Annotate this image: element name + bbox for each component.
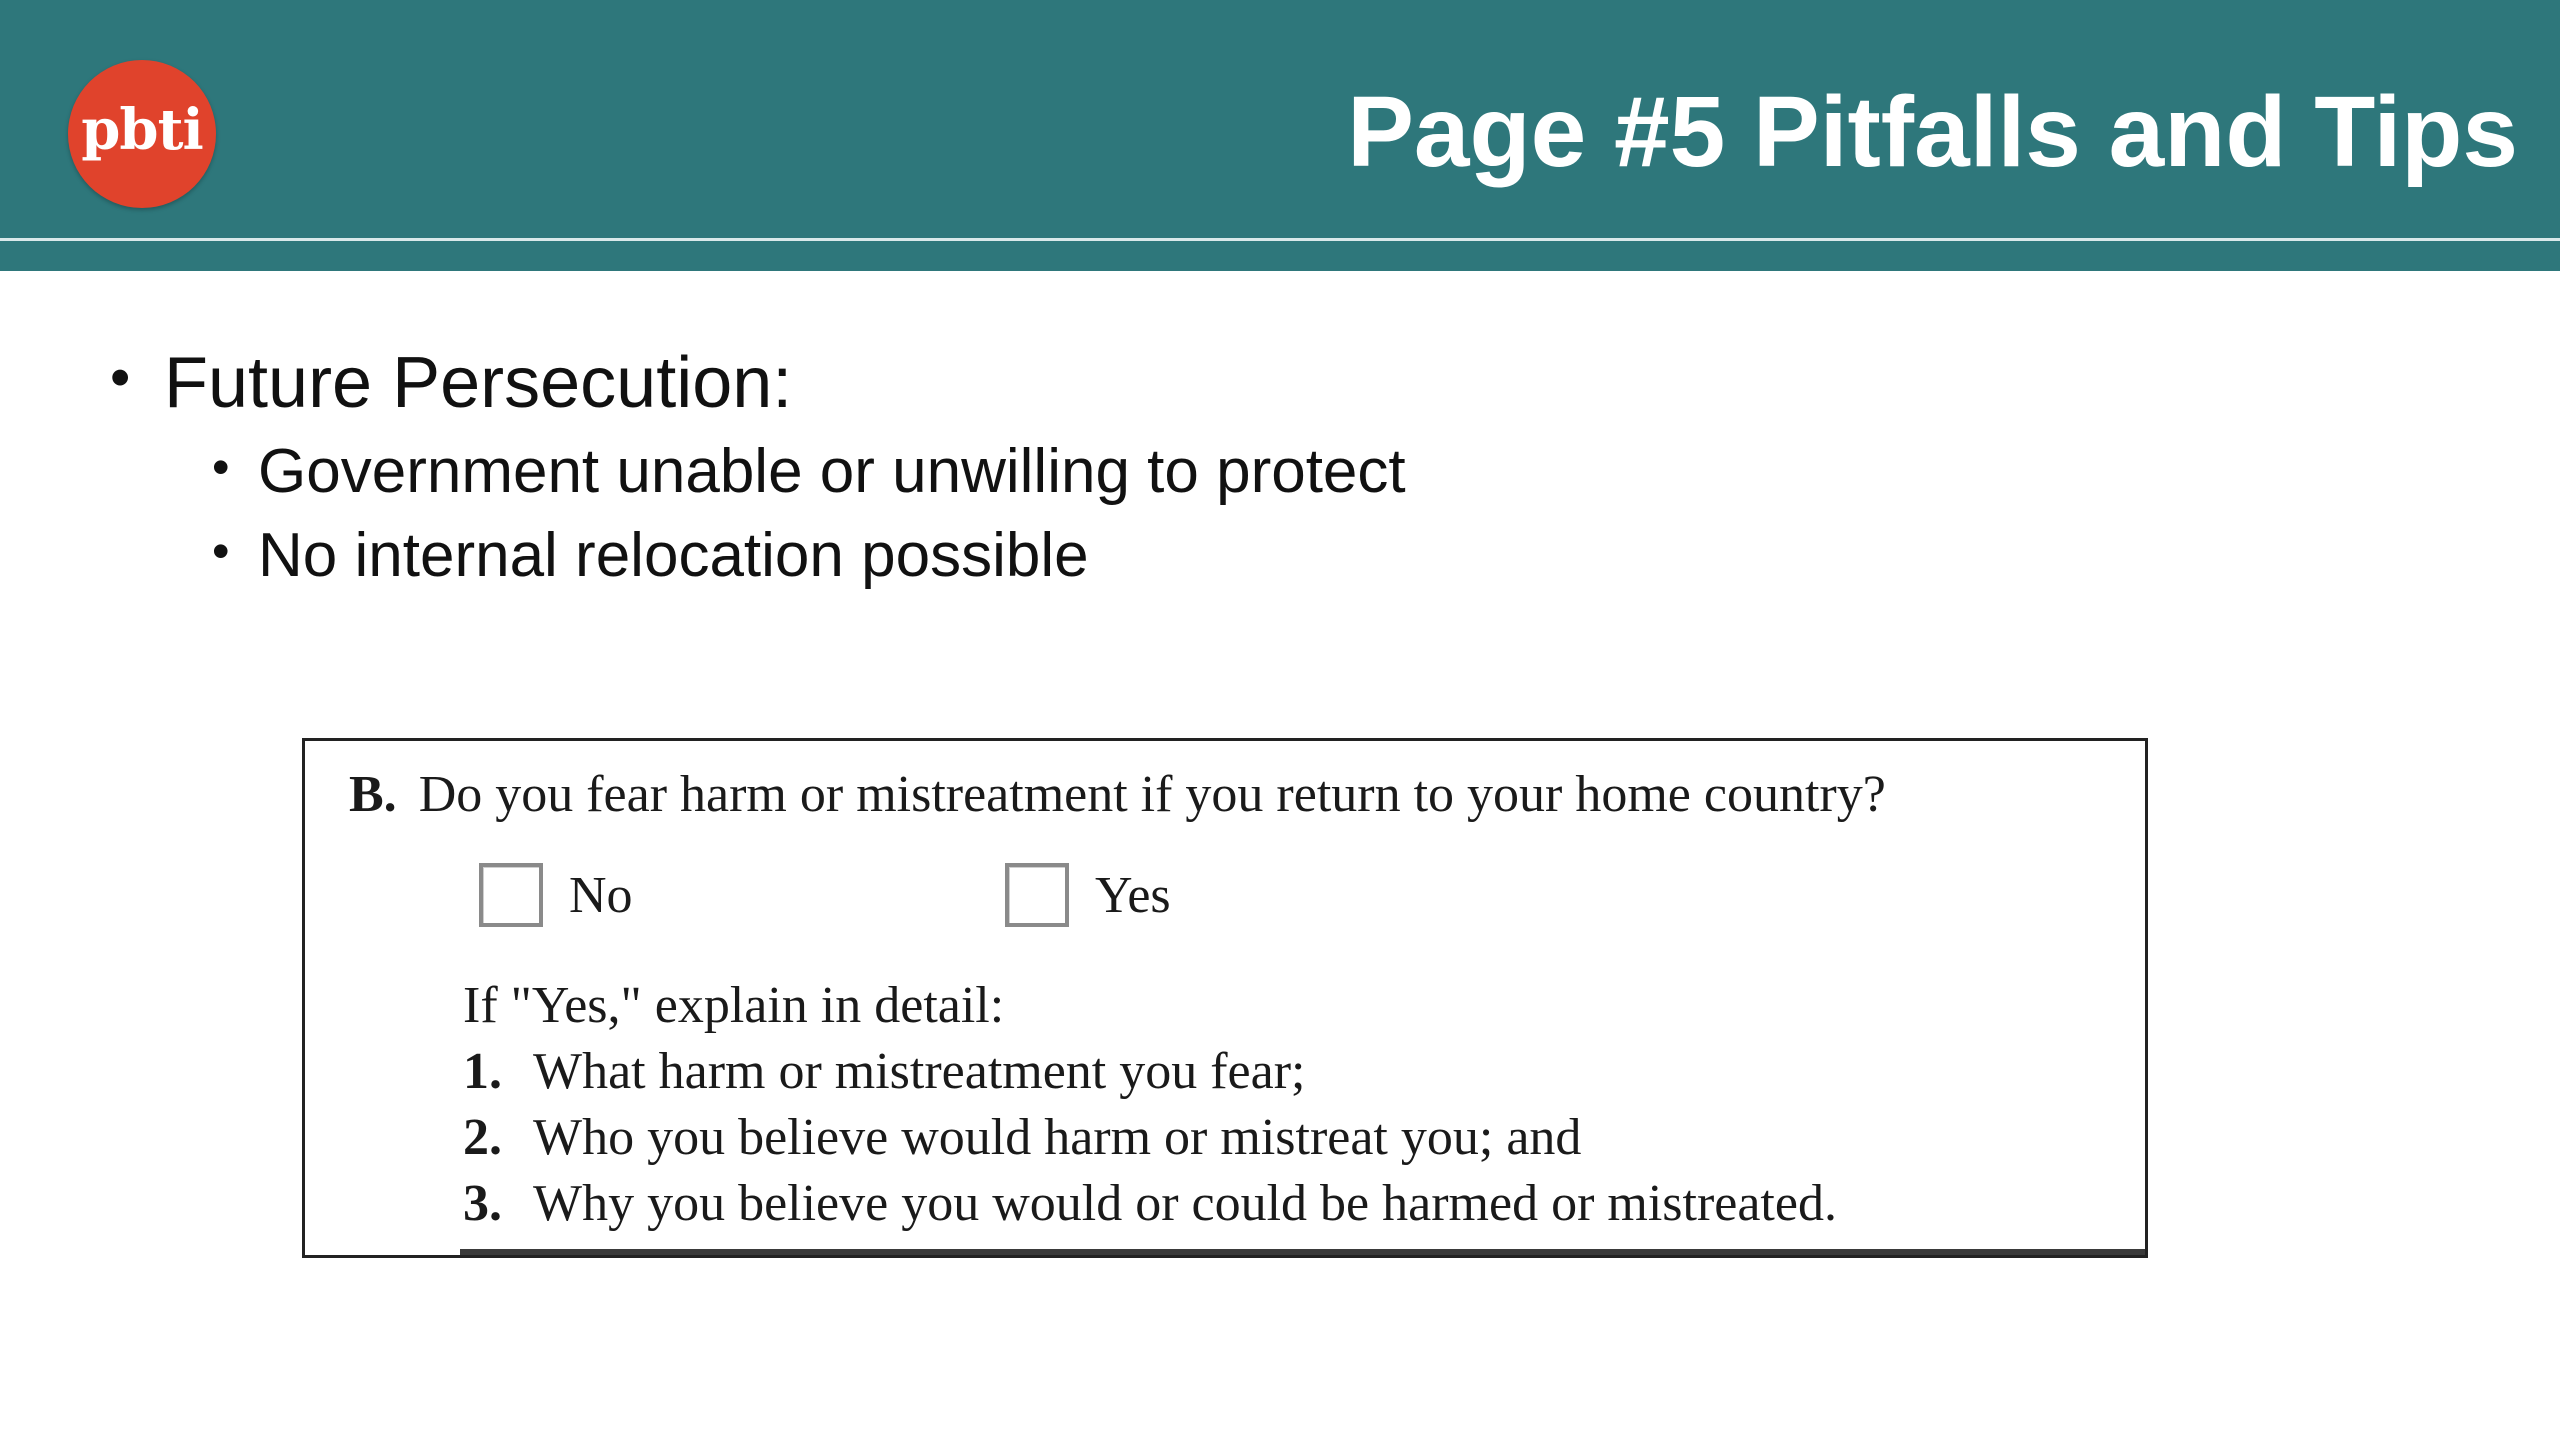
question-text: Do you fear harm or mistreatment if you return to your home country? xyxy=(418,766,1886,823)
explain-intro: If "Yes," explain in detail: xyxy=(463,977,1005,1034)
pbti-logo xyxy=(68,60,216,208)
form-question xyxy=(349,765,1886,824)
bullet-list xyxy=(110,338,1406,598)
explain-item xyxy=(463,1105,1837,1171)
bullet-main-text: Future Persecution: xyxy=(164,343,793,423)
explain-item xyxy=(463,1171,1837,1237)
form-excerpt xyxy=(302,738,2148,1258)
bullet-main xyxy=(110,338,1406,428)
sub-bullet-text: No internal relocation possible xyxy=(258,521,1089,590)
sub-bullet-list xyxy=(110,430,1406,598)
slide-title: Page #5 Pitfalls and Tips xyxy=(1347,76,2518,188)
sub-bullet xyxy=(212,430,1406,514)
item-number: 3. xyxy=(463,1175,502,1232)
no-checkbox[interactable] xyxy=(479,863,543,927)
sub-bullet xyxy=(212,514,1406,598)
explain-item xyxy=(463,1039,1837,1105)
bullet-dot: • xyxy=(110,345,131,410)
header-bottom-band xyxy=(0,241,2560,271)
bullet-dot: • xyxy=(212,439,230,495)
form-bottom-rule xyxy=(460,1249,2145,1255)
option-no xyxy=(479,863,633,927)
logo-text: pbti xyxy=(81,97,203,163)
explain-block xyxy=(463,973,1837,1237)
question-letter: B. xyxy=(349,766,397,823)
item-number: 2. xyxy=(463,1109,502,1166)
item-text: Who you believe would harm or mistreat you; and xyxy=(533,1109,1582,1166)
item-text: What harm or mistreatment you fear; xyxy=(533,1043,1306,1100)
yes-label: Yes xyxy=(1095,866,1171,924)
bullet-dot: • xyxy=(212,523,230,579)
yes-checkbox[interactable] xyxy=(1005,863,1069,927)
no-label: No xyxy=(569,866,633,924)
header-bar xyxy=(0,0,2560,238)
item-number: 1. xyxy=(463,1043,502,1100)
option-yes xyxy=(1005,863,1171,927)
item-text: Why you believe you would or could be harmed or mistreated. xyxy=(533,1175,1837,1232)
sub-bullet-text: Government unable or unwilling to protect xyxy=(258,437,1406,506)
